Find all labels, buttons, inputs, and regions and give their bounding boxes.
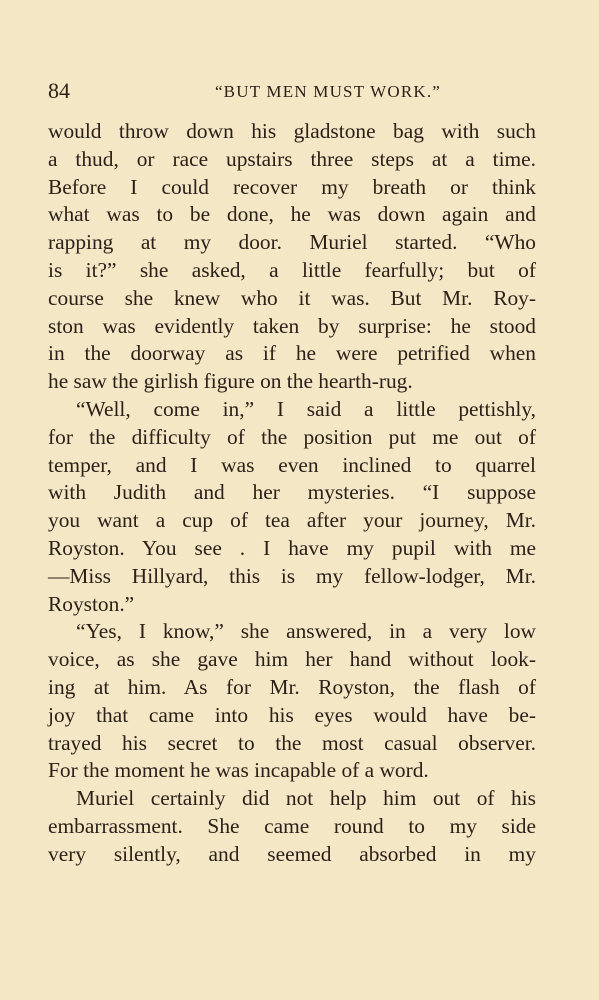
- body-text: [48, 118, 536, 869]
- text-line: what was to be done, he was down again and: [48, 202, 536, 227]
- text-line: for the difficulty of the position put me out of: [48, 424, 536, 449]
- text-line: Royston.”: [48, 591, 135, 616]
- text-line: —Miss Hillyard, this is my fellow-lodger, Mr.: [48, 563, 536, 588]
- text-line: Royston. You see . I have my pupil with me: [48, 535, 536, 560]
- text-line: Muriel certainly did not help him out of his: [76, 786, 536, 811]
- text-line: very silently, and seemed absorbed in my: [48, 841, 536, 866]
- running-head: [48, 76, 536, 106]
- text-line: voice, as she gave him her hand without look-: [48, 647, 536, 672]
- text-line: “Yes, I know,” she answered, in a very low: [76, 619, 536, 644]
- text-line: course she knew who it was. But Mr. Roy-: [48, 285, 536, 310]
- text-line: he saw the girlish figure on the hearth-rug.: [48, 369, 413, 394]
- text-line: is it?” she asked, a little fearfully; but of: [48, 257, 536, 282]
- text-line: temper, and I was even inclined to quarrel: [48, 452, 536, 477]
- page-number: 84: [48, 78, 70, 103]
- text-line: joy that came into his eyes would have be-: [48, 702, 536, 727]
- text-line: rapping at my door. Muriel started. “Who: [48, 230, 536, 255]
- text-line: trayed his secret to the most casual observer.: [48, 730, 536, 755]
- text-line: For the moment he was incapable of a word.: [48, 758, 429, 783]
- text-line: would throw down his gladstone bag with such: [48, 119, 536, 143]
- text-line: ing at him. As for Mr. Royston, the flash of: [48, 674, 536, 699]
- text-line: “Well, come in,” I said a little pettishly,: [76, 396, 536, 421]
- text-line: Before I could recover my breath or think: [48, 174, 536, 199]
- text-line: ston was evidently taken by surprise: he stood: [48, 313, 536, 338]
- text-line: you want a cup of tea after your journey, Mr.: [48, 508, 536, 533]
- text-line: a thud, or race upstairs three steps at a time.: [48, 146, 536, 171]
- text-line: with Judith and her mysteries. “I suppose: [48, 480, 536, 505]
- running-title: “BUT MEN MUST WORK.”: [214, 82, 442, 101]
- text-line: in the doorway as if he were petrified when: [48, 341, 536, 366]
- text-line: embarrassment. She came round to my side: [48, 813, 536, 838]
